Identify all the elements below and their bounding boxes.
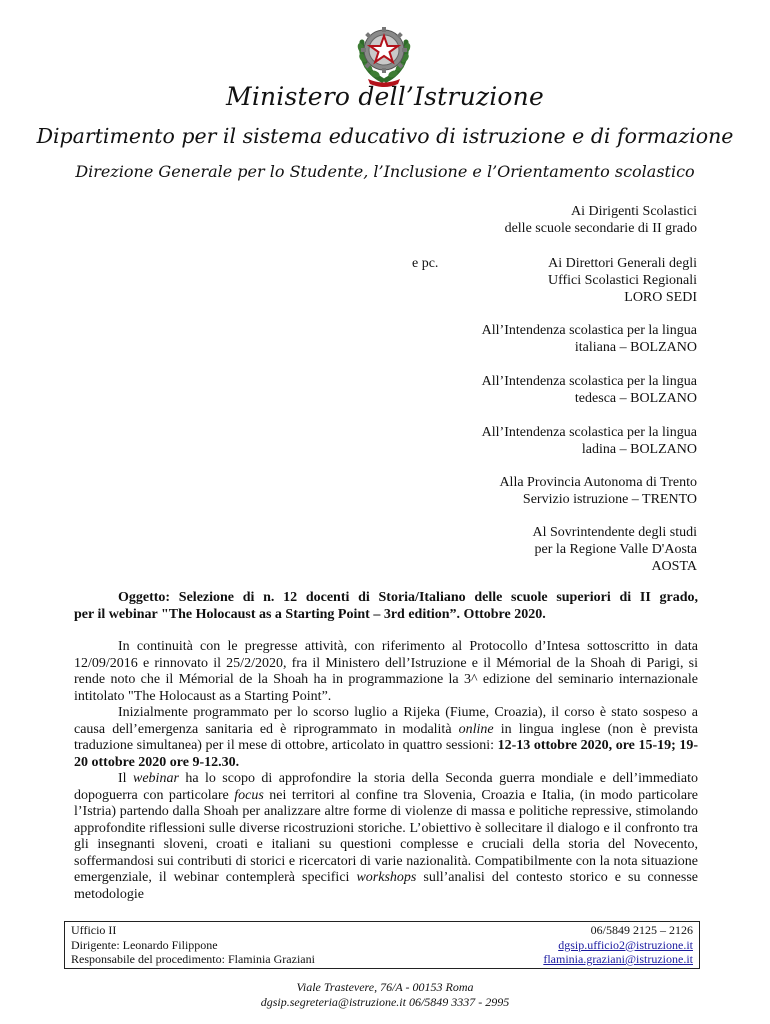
- italian-republic-emblem-icon: [352, 16, 416, 88]
- ministry-title: Ministero dell’Istruzione: [226, 82, 544, 111]
- office-info-left: [71, 923, 315, 967]
- recipient-line: Ai Direttori Generali degli: [548, 256, 697, 271]
- body-text: Inizialmente programmato per lo scorso luglio a Rijeka (Fiume, Croazia), il corso è stato sospeso a causa dell’emergenza sanitaria ed è riprogrammato in modalità: [74, 705, 698, 737]
- director-name: Dirigente: Leonardo Filippone: [71, 937, 218, 952]
- body-text: in lingua inglese (non è prevista traduzione simultanea) per il mese di ottobre, articolato in quattro sessioni:: [74, 721, 699, 753]
- subject-line: Oggetto: Selezione di n. 12 docenti di Storia/Italiano delle scuole superiori di II grado,: [118, 590, 698, 605]
- directorate-title: Direzione Generale per lo Studente, l’Inclusione e l’Orientamento scolastico: [75, 162, 695, 181]
- recipient-line: LORO SEDI: [624, 290, 697, 305]
- office-phone: 06/5849 2125 – 2126: [590, 923, 693, 937]
- recipient-block: [482, 373, 697, 407]
- recipient-block: [533, 524, 697, 575]
- department-title: Dipartimento per il sistema educativo di istruzione e di formazione: [36, 124, 734, 148]
- recipient-line: All’Intendenza scolastica per la lingua: [481, 323, 697, 338]
- page-footer: [0, 980, 770, 1010]
- session-dates: 12-13 ottobre 2020, ore 15-19; 19-20 ottobre 2020 ore 9-12.30.: [74, 738, 698, 770]
- body-paragraph: [74, 771, 698, 903]
- letter-body: [74, 639, 698, 903]
- body-text: ha lo scopo di approfondire la storia della Seconda guerra mondiale e dell’immediato dopoguerra con particolare: [74, 771, 698, 803]
- responsible-email-link[interactable]: flaminia.graziani@istruzione.it: [543, 952, 693, 966]
- recipient-line: delle scuole secondarie di II grado: [504, 221, 697, 236]
- body-paragraph: In continuità con le pregresse attività, con riferimento al Protocollo d’Intesa sottoscritto in data 12/09/2016 e rinnovato il 25/2/2020, fra il Ministero dell’Istruzione e il Mémorial de la Shoah di Parigi, si rende noto che il Mémorial de la Shoah ha in programmazione la 3^ edizione del seminario internazionale intitolato "The Holocaust as a Starting Point”.: [74, 639, 698, 704]
- recipient-line: All’Intendenza scolastica per la lingua: [481, 425, 697, 440]
- body-text: Il: [118, 771, 133, 786]
- body-paragraph: [74, 705, 698, 771]
- recipient-line: ladina – BOLZANO: [581, 442, 697, 457]
- recipient-block: [505, 203, 697, 237]
- body-text-italic: workshops: [356, 870, 417, 885]
- body-text: nei territori al confine tra Slovenia, Croazia e Italia, (in modo particolare l’Istria) partendo dalla Shoah per analizzare altre forme di violenze di massa e politiche repressive, stimolando approfondite riflessioni sulle diverse ricostruzioni storiche. L’obiettivo è sollecitare il dialogo e il confronto tra gli insegnanti sloveni, croati e italiani su questioni complesse e cruciali della storia del Novecento, soffermandosi sui contributi di storici e ricercatori di varie nazionalità. Compatibilmente con la nota situazione emergenziale, il webinar contemplerà specifici: [74, 787, 698, 885]
- recipient-line: Alla Provincia Autonoma di Trento: [499, 475, 697, 490]
- recipient-line: Uffici Scolastici Regionali: [547, 273, 697, 288]
- office-info-box: [64, 921, 700, 969]
- office-info-right: [543, 923, 693, 967]
- subject-line: per il webinar "The Holocaust as a Starting Point – 3rd edition”. Ottobre 2020.: [74, 607, 546, 622]
- office-name: Ufficio II: [71, 923, 117, 937]
- epc-label: e pc.: [412, 256, 439, 271]
- recipient-line: Ai Dirigenti Scolastici: [571, 204, 697, 219]
- office-email-link[interactable]: dgsip.ufficio2@istruzione.it: [558, 937, 693, 952]
- recipient-line: Al Sovrintendente degli studi: [532, 525, 697, 540]
- recipient-line: AOSTA: [651, 559, 697, 574]
- recipient-block: [482, 322, 697, 356]
- recipient-line: italiana – BOLZANO: [574, 340, 697, 355]
- body-text-italic: online: [458, 721, 494, 737]
- recipient-line: Servizio istruzione – TRENTO: [522, 492, 697, 507]
- responsible-name: Responsabile del procedimento: Flaminia Graziani: [71, 952, 315, 966]
- subject-block: [74, 589, 698, 623]
- recipient-block: [499, 474, 697, 508]
- body-text-italic: webinar: [133, 771, 179, 786]
- recipient-line: All’Intendenza scolastica per la lingua: [481, 374, 697, 389]
- footer-address: Viale Trastevere, 76/A - 00153 Roma: [296, 980, 474, 994]
- body-text: sull’analisi del contesto storico e su connesse metodologie: [74, 870, 699, 902]
- recipient-line: tedesca – BOLZANO: [574, 391, 697, 406]
- recipient-block: [482, 424, 697, 458]
- recipient-line: per la Regione Valle D'Aosta: [534, 542, 697, 557]
- recipient-block: [548, 255, 697, 306]
- body-text-italic: focus: [234, 787, 264, 803]
- footer-contact: dgsip.segreteria@istruzione.it 06/5849 3337 - 2995: [260, 995, 510, 1009]
